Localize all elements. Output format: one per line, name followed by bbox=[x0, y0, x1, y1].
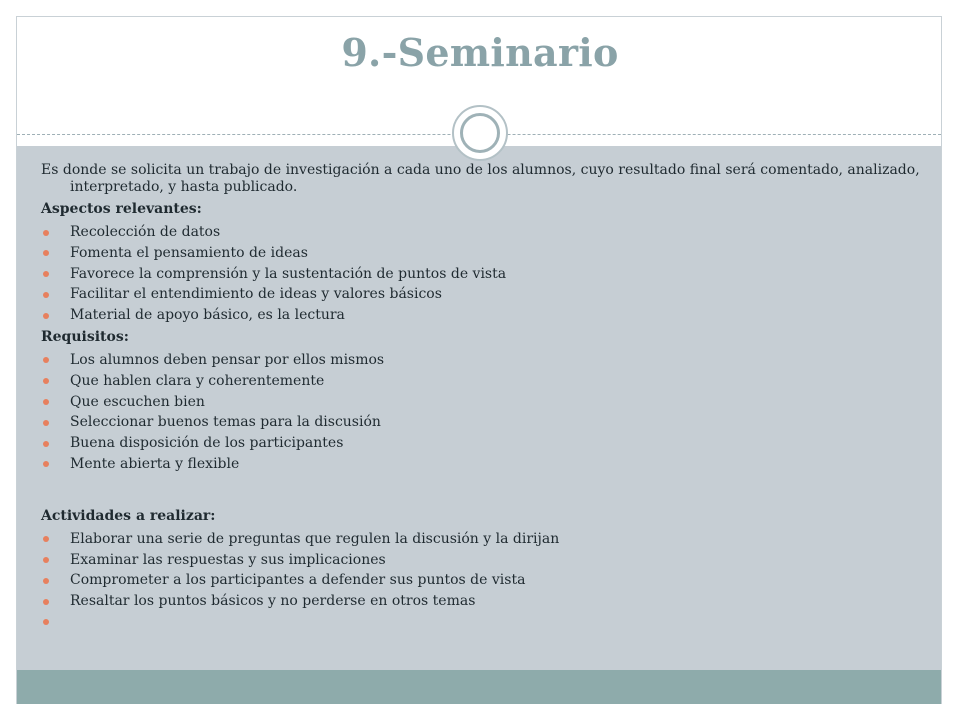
list-item: Facilitar el entendimiento de ideas y valores básicos bbox=[41, 284, 921, 305]
list-item: Los alumnos deben pensar por ellos mismos bbox=[41, 350, 921, 371]
list-item: Seleccionar buenos temas para la discusión bbox=[41, 412, 921, 433]
footer-band bbox=[17, 670, 941, 704]
bullet-list-actividades bbox=[41, 529, 921, 633]
section-heading-actividades: Actividades a realizar: bbox=[41, 507, 216, 524]
slide-title: 9.-Seminario bbox=[341, 30, 619, 75]
intro-paragraph: Es donde se solicita un trabajo de investigación a cada uno de los alumnos, cuyo resultado final será comentado, analizado, interpretado, y hasta publicado. bbox=[41, 162, 920, 195]
list-item bbox=[41, 612, 921, 633]
list-item: Que escuchen bien bbox=[41, 392, 921, 413]
list-item: Elaborar una serie de preguntas que regulen la discusión y la dirijan bbox=[41, 529, 921, 550]
list-item: Resaltar los puntos básicos y no perderse en otros temas bbox=[41, 591, 921, 612]
list-item: Material de apoyo básico, es la lectura bbox=[41, 305, 921, 326]
spacer bbox=[41, 475, 921, 505]
list-item: Recolección de datos bbox=[41, 222, 921, 243]
inner-ring bbox=[460, 113, 500, 153]
slide-body bbox=[41, 162, 921, 633]
list-item: Fomenta el pensamiento de ideas bbox=[41, 243, 921, 264]
list-item: Que hablen clara y coherentemente bbox=[41, 371, 921, 392]
list-item: Comprometer a los participantes a defender sus puntos de vista bbox=[41, 570, 921, 591]
bullet-list-aspectos bbox=[41, 222, 921, 326]
double-ring-icon bbox=[452, 105, 508, 161]
list-item: Buena disposición de los participantes bbox=[41, 433, 921, 454]
list-item: Favorece la comprensión y la sustentación de puntos de vista bbox=[41, 264, 921, 285]
list-item: Mente abierta y flexible bbox=[41, 454, 921, 475]
bullet-list-requisitos bbox=[41, 350, 921, 475]
section-heading-aspectos: Aspectos relevantes: bbox=[41, 201, 202, 217]
list-item: Examinar las respuestas y sus implicaciones bbox=[41, 550, 921, 571]
section-heading-requisitos: Requisitos: bbox=[41, 328, 129, 345]
